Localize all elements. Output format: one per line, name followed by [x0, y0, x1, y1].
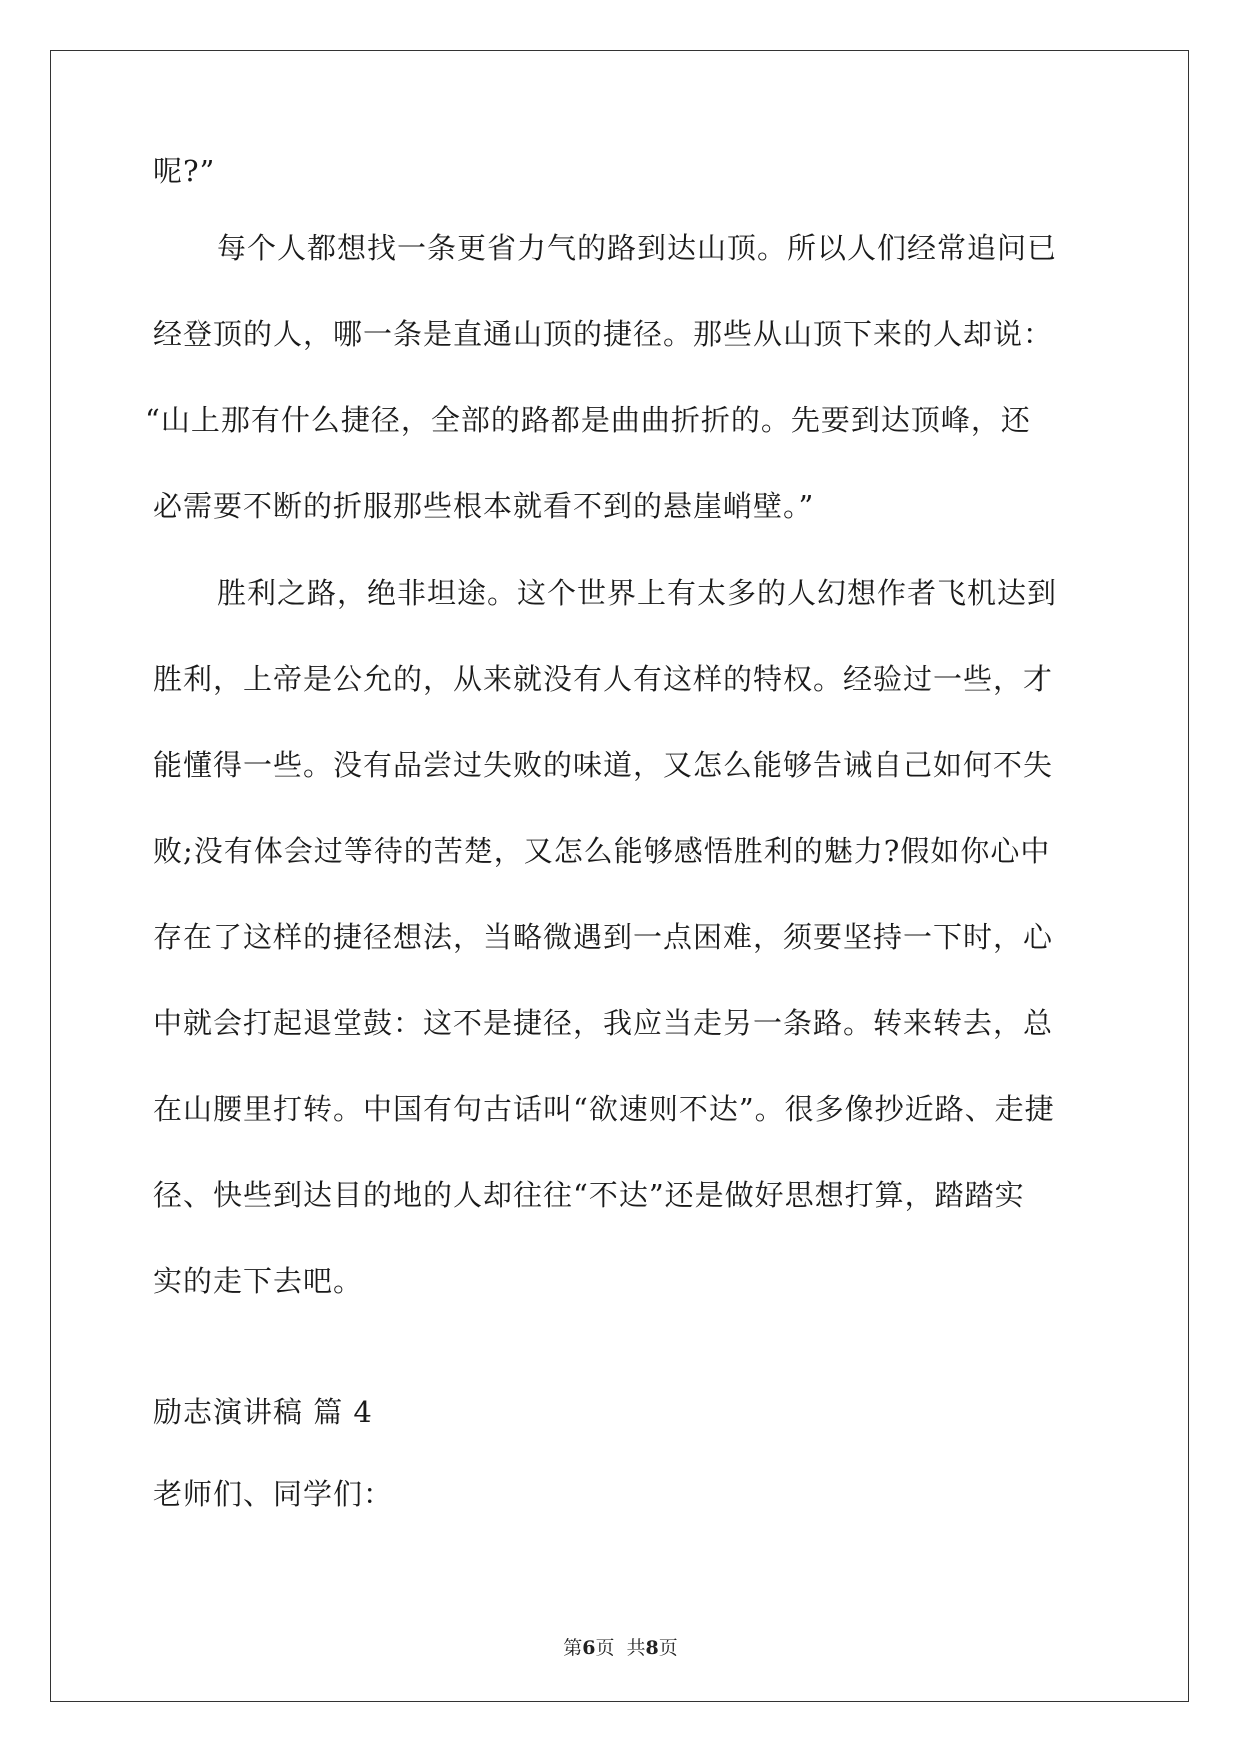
text-line: 胜利，上帝是公允的，从来就没有人有这样的特权。经验过一些，才	[153, 662, 1054, 696]
text-line: 呢?”	[153, 154, 216, 188]
current-page-number: 6	[582, 1637, 596, 1659]
paragraph-continuation	[153, 128, 1093, 214]
section-title: 励志演讲稿 篇 4	[153, 1395, 373, 1429]
text-line: 径、快些到达目的地的人却往往“不达”还是做好思想打算，踏踏实	[153, 1178, 1025, 1212]
footer-prefix: 第	[563, 1637, 583, 1659]
total-page-number: 8	[645, 1637, 659, 1659]
text-line: 实的走下去吧。	[153, 1264, 364, 1298]
text-line: 必需要不断的折服那些根本就看不到的悬崖峭壁。”	[153, 489, 815, 523]
paragraph-road-to-success	[153, 550, 1093, 1324]
text-line: 胜利之路，绝非坦途。这个世界上有太多的人幻想作者飞机达到	[217, 576, 1058, 610]
text-line: 败;没有体会过等待的苦楚，又怎么能够感悟胜利的魅力?假如你心中	[153, 834, 1051, 868]
salutation: 老师们、同学们：	[153, 1477, 394, 1511]
page-footer	[0, 1633, 1241, 1660]
text-line: 每个人都想找一条更省力气的路到达山顶。所以人们经常追问已	[217, 231, 1058, 265]
paragraph-shortcut-question	[145, 205, 1093, 549]
text-line: 中就会打起退堂鼓：这不是捷径，我应当走另一条路。转来转去，总	[153, 1006, 1054, 1040]
text-line: 能懂得一些。没有品尝过失败的味道，又怎么能够告诫自己如何不失	[153, 748, 1054, 782]
text-line: 在山腰里打转。中国有句古话叫“欲速则不达”。很多像抄近路、走捷	[153, 1092, 1055, 1126]
text-line: 经登顶的人，哪一条是直通山顶的捷径。那些从山顶下来的人却说：	[153, 317, 1054, 351]
text-line: “山上那有什么捷径，全部的路都是曲曲折折的。先要到达顶峰，还	[145, 403, 1031, 437]
footer-middle: 页 共	[595, 1637, 646, 1659]
text-line: 存在了这样的捷径想法，当略微遇到一点困难，须要坚持一下时，心	[153, 920, 1054, 954]
footer-suffix: 页	[658, 1637, 678, 1659]
